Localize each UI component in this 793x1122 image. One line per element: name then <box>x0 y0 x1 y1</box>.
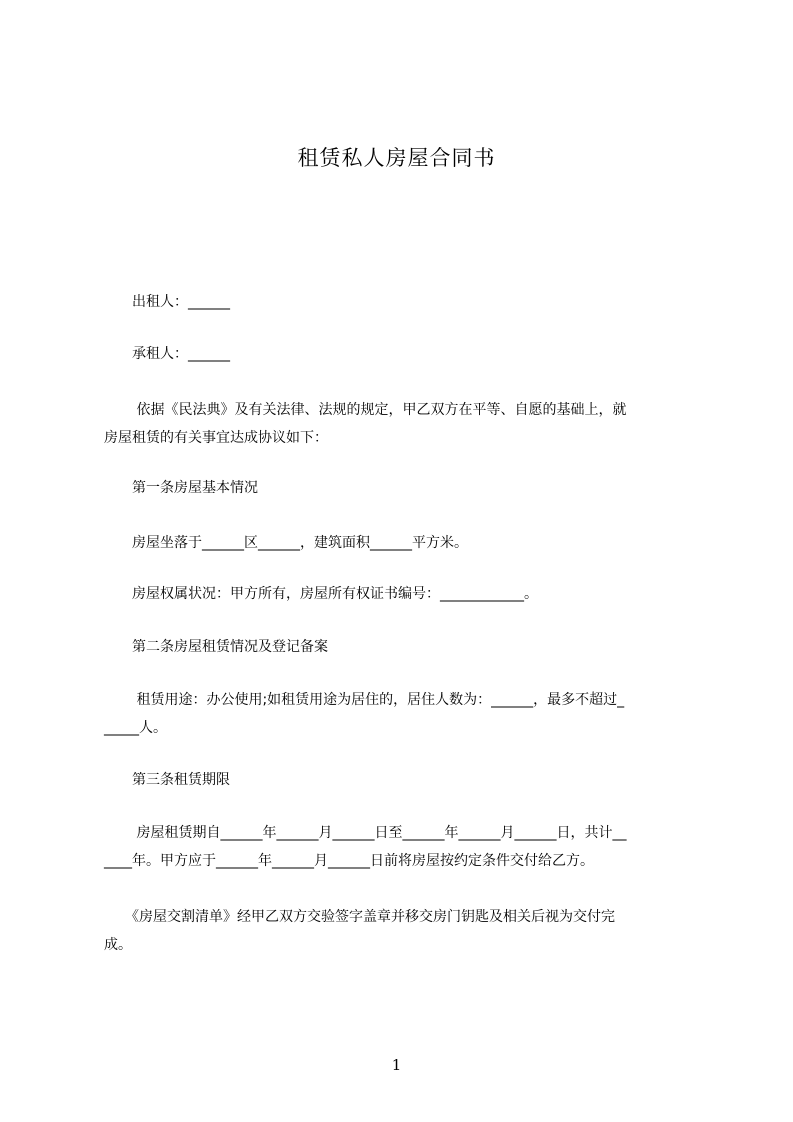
article-2-use-line-1: 租赁用途：办公使用;如租赁用途为居住的，居住人数为：______，最多不超过_ <box>104 692 625 708</box>
page-number: 1 <box>391 1056 402 1074</box>
article-3-delivery-line-1: 《房屋交割清单》经甲乙双方交验签字盖章并移交房门钥匙及相关后视为交付完 <box>104 909 615 925</box>
intro-line-1: 依据《民法典》及有关法律、法规的规定，甲乙双方在平等、自愿的基础上，就 <box>104 402 627 418</box>
article-1-location <box>104 529 704 557</box>
article-2-heading <box>104 633 704 661</box>
article-2-heading-text: 第二条房屋租赁情况及登记备案 <box>104 639 328 655</box>
article-1-ownership-text: 房屋权属状况：甲方所有，房屋所有权证书编号：____________。 <box>104 586 538 602</box>
intro-paragraph <box>104 396 704 452</box>
document-title: 租赁私人房屋合同书 <box>297 146 496 170</box>
lessor-text: 出租人：______ <box>104 294 230 310</box>
article-3-heading <box>104 766 704 794</box>
article-3-delivery <box>104 903 704 959</box>
article-1-heading <box>104 474 704 502</box>
article-1-location-text: 房屋坐落于______区______，建筑面积______平方米。 <box>104 535 468 551</box>
article-3-heading-text: 第三条租赁期限 <box>104 772 230 788</box>
article-2-use-line-2: _____人。 <box>104 720 167 736</box>
article-2-use <box>104 686 704 742</box>
intro-line-2: 房屋租赁的有关事宜达成协议如下： <box>104 430 328 446</box>
article-3-term-line-2: ____年。甲方应于______年______月______日前将房屋按约定条件交付给乙方。 <box>104 853 594 869</box>
lessee-line <box>104 340 704 368</box>
article-3-term-line-1: 房屋租赁期自______年______月______日至______年______月______日，共计__ <box>104 825 627 841</box>
article-1-heading-text: 第一条房屋基本情况 <box>104 480 258 496</box>
article-1-ownership <box>104 580 704 608</box>
lessor-line <box>104 288 704 316</box>
lessee-text: 承租人：______ <box>104 346 230 362</box>
article-3-term <box>104 819 704 875</box>
article-3-delivery-line-2: 成。 <box>104 937 132 953</box>
